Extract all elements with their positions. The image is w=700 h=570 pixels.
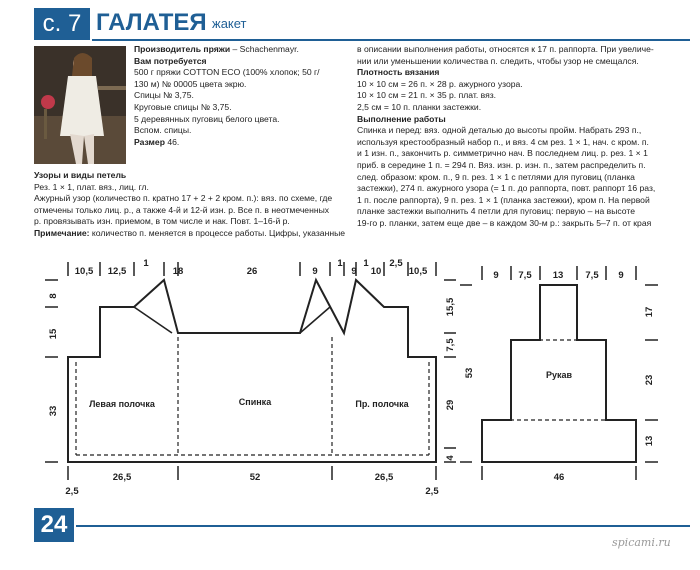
patterns-line: отмечены только лиц. р., а также 4-й и 12-й изн. р. Все п. в неотмеченных [34, 204, 330, 215]
dim-label: 7,5 [585, 270, 599, 281]
work-line: приб. в середине 1 п. = 294 п. Вяз. изн. р. изн. п., затем распределить п. [357, 159, 646, 170]
yarn-maker-value: – Schachenmayr. [230, 44, 299, 54]
work-line: след. образом: кром. п., 9 п. рез. 1 × 1 с петлями для пуговиц (планка [357, 171, 635, 182]
instructions-line: нии или уменьшении количества п. следить, чтобы узор не смещался. [357, 55, 639, 66]
dim-label: 15 [48, 328, 59, 340]
work-line: застежки), 274 п. ажурного узора (= 1 п. до раппорта, повт. раппорт 16 раз, [357, 183, 656, 194]
body-inner-lines [76, 337, 429, 455]
work-line: и 1 изн. п., закончить р. симметрично нач. В последнем лиц. р. рез. 1 × 1 [357, 148, 648, 159]
density-heading: Плотность вязания [357, 67, 440, 78]
size-value: 46. [164, 136, 180, 147]
work-line: Спинка и перед: вяз. одной деталью до высоты пройм. Набрать 293 п., [357, 125, 642, 136]
note-label: Примечание: [34, 227, 90, 238]
work-line: используя крестообразный набор п., и вяз. 4 см рез. 1 × 1, нач. с кром. п. [357, 136, 649, 147]
right-front-label: Пр. полочка [355, 399, 409, 409]
side-ticks [45, 280, 658, 480]
materials-line: Круговые спицы № 3,75. [134, 101, 232, 112]
patterns-line: р. провязывать изн. приемом, в том числе и нак. Повт. 1–16-й р. [34, 216, 290, 227]
note-text: количество п. меняется в процессе работы. Цифры, указанные [89, 227, 346, 238]
page-number: 24 [34, 508, 74, 542]
materials-line: Вспом. спицы. [134, 125, 192, 136]
sleeve-label: Рукав [545, 370, 573, 380]
materials-line: 500 г пряжи COTTON ECO (100% хлопок; 50 г/ [134, 67, 320, 78]
back-label: Спинка [238, 397, 272, 407]
dim-label: 26 [246, 266, 258, 277]
dim-label: 9 [618, 270, 624, 281]
dim-label: 9 [351, 266, 357, 277]
dim-label: 29 [445, 399, 456, 411]
work-line: 1 п. после раппорта), 9 п. рез. 1 × 1 (планка застежки), кром п. На первой [357, 194, 650, 205]
watermark: spicami.ru [612, 536, 671, 549]
dim-label: 10,5 [408, 266, 428, 277]
patterns-line: Рез. 1 × 1, плат. вяз., лиц. гл. [34, 181, 149, 192]
dim-label: 2,5 [425, 486, 439, 497]
materials-heading: Вам потребуется [134, 55, 207, 66]
dim-label: 46 [553, 472, 565, 483]
pattern-subtitle: жакет [212, 16, 247, 31]
work-line: планке застежки выполнить 4 петли для пуговиц: первую – на высоте [357, 206, 636, 217]
dim-label: 26,5 [112, 472, 132, 483]
footer-rule [76, 525, 690, 527]
materials-line: 130 м) № 00005 цвета экрю. [134, 78, 247, 89]
dim-label: 1 [363, 258, 369, 269]
patterns-heading: Узоры и виды петель [34, 170, 127, 180]
page-section-badge: с. 7 [34, 8, 90, 40]
body-outline [68, 280, 436, 462]
materials-line: 5 деревянных пуговиц белого цвета. [134, 113, 280, 124]
dim-label: 18 [172, 266, 184, 277]
dim-label: 2,5 [65, 486, 79, 497]
dim-label: 2,5 [389, 258, 403, 269]
dim-label: 7,5 [445, 338, 456, 352]
instructions-line: в описании выполнения работы, относятся к 17 п. раппорта. При увеличе- [357, 44, 654, 54]
dim-label: 4 [445, 455, 456, 461]
size-label: Размер [134, 136, 165, 147]
dim-label: 1 [337, 258, 343, 269]
density-line: 10 × 10 см = 21 п. × 35 р. плат. вяз. [357, 90, 497, 101]
dim-label: 13 [552, 270, 564, 281]
dim-label: 10 [370, 266, 382, 277]
dim-label: 1 [143, 258, 149, 269]
patterns-line: Ажурный узор (количество п. кратно 17 + 2 + 2 кром. п.): вяз. по схеме, где [34, 193, 333, 204]
work-heading: Выполнение работы [357, 113, 446, 124]
dim-label: 17 [644, 306, 655, 318]
dim-label: 8 [48, 293, 59, 299]
dim-label: 53 [464, 367, 475, 379]
dim-label: 15,5 [445, 297, 456, 317]
density-line: 2,5 см = 10 п. планки застежки. [357, 101, 482, 112]
sleeve-inner-lines [482, 340, 636, 420]
dim-label: 9 [312, 266, 318, 277]
dim-label: 9 [493, 270, 499, 281]
dim-label: 7,5 [518, 270, 532, 281]
dim-label: 23 [644, 374, 655, 386]
dim-label: 33 [48, 405, 59, 417]
yarn-maker-label: Производитель пряжи [134, 44, 231, 54]
pattern-title: ГАЛАТЕЯ [96, 9, 207, 36]
materials-line: Спицы № 3,75. [134, 90, 194, 101]
dim-label: 26,5 [374, 472, 394, 483]
dim-label: 12,5 [107, 266, 127, 277]
dim-label: 13 [644, 435, 655, 447]
density-line: 10 × 10 см = 26 п. × 28 р. ажурного узора. [357, 78, 523, 89]
dim-label: 10,5 [74, 266, 94, 277]
work-line: 19-го р. планки, затем еще две – в каждом 30-м р.: закрыть 5–7 п. от края [357, 217, 652, 228]
dim-label: 52 [249, 472, 261, 483]
left-front-label: Левая полочка [89, 399, 155, 409]
